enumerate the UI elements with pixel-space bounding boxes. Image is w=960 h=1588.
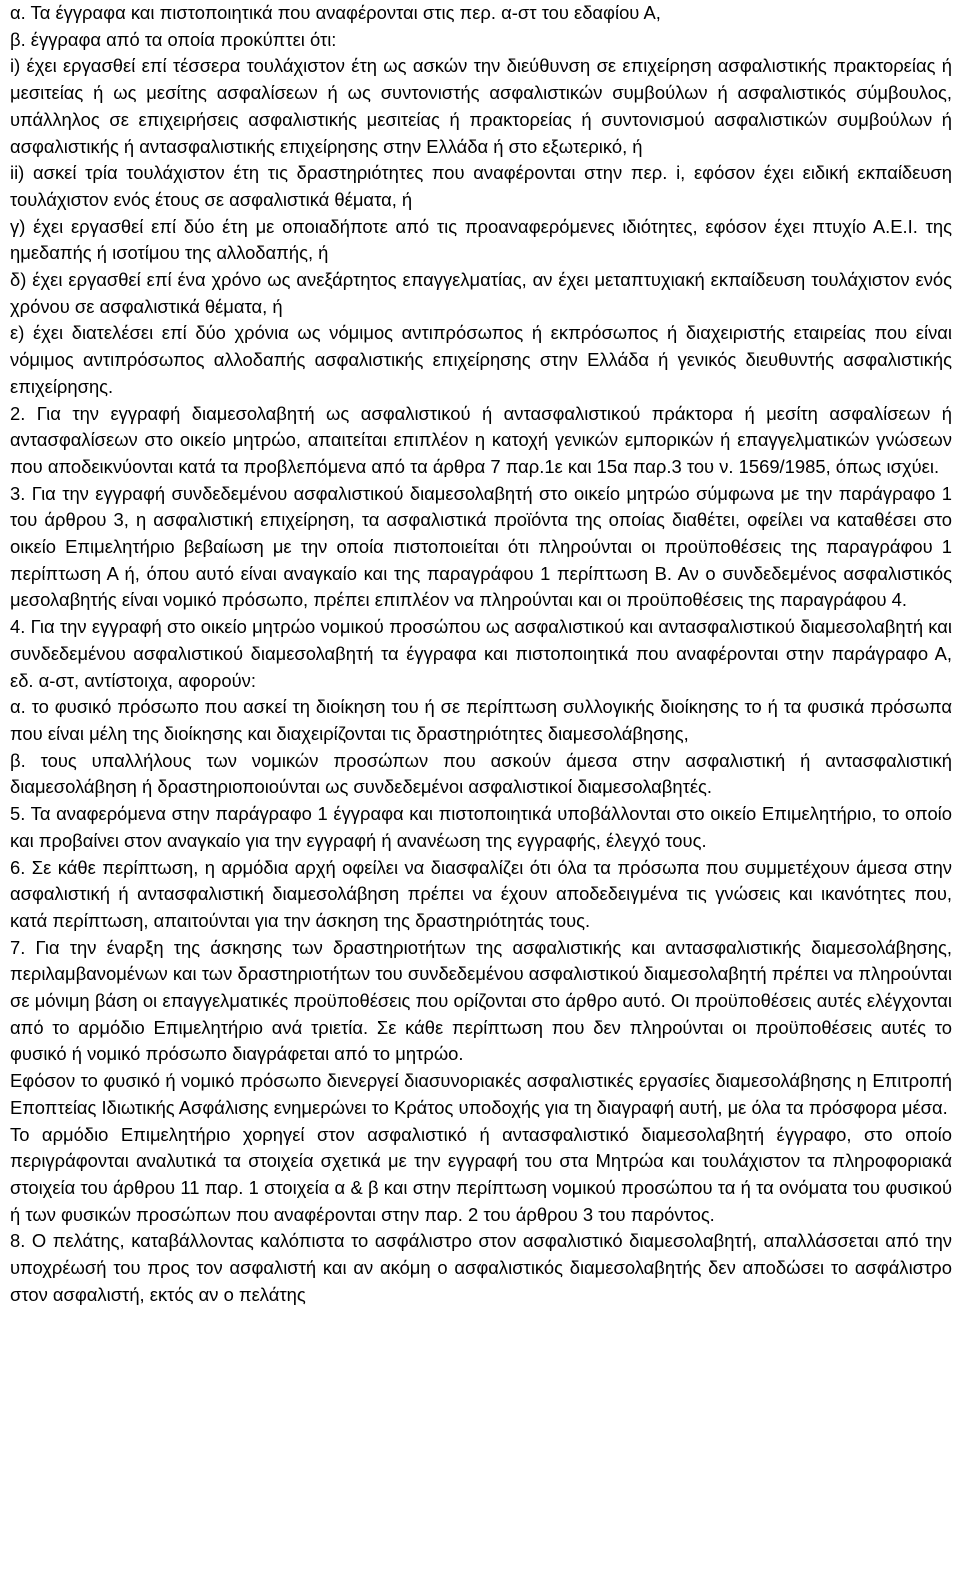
paragraph: 4. Για την εγγραφή στο οικείο μητρώο νομικού προσώπου ως ασφαλιστικού και αντασφαλιστικού διαμεσολαβητή και συνδεδεμένου ασφαλιστικού διαμεσολαβητή τα έγγραφα και πιστοποιητικά που αναφέρονται στην παράγραφο Α, εδ. α-στ, αντίστοιχα, αφορούν: <box>10 616 952 691</box>
paragraph: β. τους υπαλλήλους των νομικών προσώπων που ασκούν άμεσα στην ασφαλιστική ή αντασφαλιστική διαμεσολάβηση ή δραστηριοποιούνται ως συνδεδεμένοι ασφαλιστικοί διαμεσολαβητές. <box>10 749 952 798</box>
paragraph: α. Τα έγγραφα και πιστοποιητικά που αναφέρονται στις περ. α-στ του εδαφίου Α, <box>10 2 661 23</box>
paragraph: ε) έχει διατελέσει επί δύο χρόνια ως νόμιμος αντιπρόσωπος ή εκπρόσωπος ή διαχειριστής εταιρείας που είναι νόμιμος αντιπρόσωπος αλλοδαπής ασφαλιστικής επιχείρησης στην Ελλάδα ή γενικός διευθυντής ασφαλιστικής επιχείρησης. <box>10 322 952 397</box>
paragraph: 3. Για την εγγραφή συνδεδεμένου ασφαλιστικού διαμεσολαβητή στο οικείο μητρώο σύμφωνα με την παράγραφο 1 του άρθρου 3, η ασφαλιστική επιχείρηση, τα ασφαλιστικά προϊόντα της οποίας διαθέτει, οφείλει να καταθέσει στο οικείο Επιμελητήριο βεβαίωση με την οποία πιστοποιείται ότι πληρούνται οι προϋποθέσεις της παραγράφου 1 περίπτωση Α ή, όπου αυτό είναι αναγκαίο και της παραγράφου 1 περίπτωση Β. Αν ο συνδεδεμένος ασφαλιστικός μεσολαβητής είναι νομικό πρόσωπο, πρέπει επιπλέον να πληρούνται και οι προϋποθέσεις της παραγράφου 4. <box>10 482 952 611</box>
paragraph: γ) έχει εργασθεί επί δύο έτη με οποιαδήποτε από τις προαναφερόμενες ιδιότητες, εφόσον έχει πτυχίο Α.Ε.Ι. της ημεδαπής ή ισοτίμου της αλλοδαπής, ή <box>10 215 952 264</box>
document-body <box>10 0 952 1308</box>
paragraph: 8. Ο πελάτης, καταβάλλοντας καλόπιστα το ασφάλιστρο στον ασφαλιστικό διαμεσολαβητή, απαλλάσσεται από την υποχρέωσή του προς τον ασφαλιστή και αν ακόμη ο ασφαλιστικός διαμεσολαβητής δεν αποδώσει το ασφάλιστρο στον ασφαλιστή, εκτός αν ο πελάτης <box>10 1230 952 1305</box>
paragraph: 6. Σε κάθε περίπτωση, η αρμόδια αρχή οφείλει να διασφαλίζει ότι όλα τα πρόσωπα που συμμετέχουν άμεσα στην ασφαλιστική ή αντασφαλιστική διαμεσολάβηση πρέπει να έχουν αποδεδειγμένα τις γνώσεις και ικανότητες που, κατά περίπτωση, απαιτούνται για την άσκηση της δραστηριότητάς τους. <box>10 856 952 931</box>
paragraph: Το αρμόδιο Επιμελητήριο χορηγεί στον ασφαλιστικό ή αντασφαλιστικό διαμεσολαβητή έγγραφο, στο οποίο περιγράφονται αναλυτικά τα στοιχεία σχετικά με την εγγραφή του στα Μητρώα και τουλάχιστον τα πληροφοριακά στοιχεία του άρθρου 11 παρ. 1 στοιχεία α & β και στην περίπτωση νομικού προσώπου τα ή τα ονόματα του φυσικού ή των φυσικών προσώπων που αναφέρονται στην παρ. 2 του άρθρου 3 του παρόντος. <box>10 1123 952 1225</box>
paragraph: 5. Τα αναφερόμενα στην παράγραφο 1 έγγραφα και πιστοποιητικά υποβάλλονται στο οικείο Επιμελητήριο, το οποίο και προβαίνει στον αναγκαίο για την εγγραφή ή ανανέωση της εγγραφής, έλεγχό τους. <box>10 803 952 851</box>
paragraph: i) έχει εργασθεί επί τέσσερα τουλάχιστον έτη ως ασκών την διεύθυνση σε επιχείρηση ασφαλιστικής πρακτορείας ή μεσιτείας ή ως μεσίτης ασφαλίσεων ή ως συντονιστής ασφαλιστικών συμβούλων ή ασφαλιστικός σύμβουλος, υπάλληλος σε επιχειρήσεις ασφαλιστικής μεσιτείας ή πρακτορείας ή συντονισμού ασφαλιστικών συμβούλων ή ασφαλιστικής ή αντασφαλιστικής επιχείρησης στην Ελλάδα ή στο εξωτερικό, ή <box>10 55 952 157</box>
paragraph: α. το φυσικό πρόσωπο που ασκεί τη διοίκηση του ή σε περίπτωση συλλογικής διοίκησης το ή τα φυσικά πρόσωπα που είναι μέλη της διοίκησης και διαχειρίζονται τις δραστηριότητες διαμεσολάβησης, <box>10 696 952 744</box>
paragraph: 7. Για την έναρξη της άσκησης των δραστηριοτήτων της ασφαλιστικής και αντασφαλιστικής διαμεσολάβησης, περιλαμβανομένων και των δραστηριοτήτων του συνδεδεμένου ασφαλιστικού διαμεσολαβητή πρέπει να πληρούνται σε μόνιμη βάση οι επαγγελματικές προϋποθέσεις που ορίζονται στο άρθρο αυτό. Οι προϋποθέσεις αυτές ελέγχονται από το αρμόδιο Επιμελητήριο ανά τριετία. Σε κάθε περίπτωση που δεν πληρούνται οι προϋποθέσεις αυτές το φυσικό ή νομικό πρόσωπο διαγράφεται από το μητρώο. <box>10 936 952 1065</box>
paragraph: ii) ασκεί τρία τουλάχιστον έτη τις δραστηριότητες που αναφέρονται στην περ. i, εφόσον έχει ειδική εκπαίδευση τουλάχιστον ενός έτους σε ασφαλιστικά θέματα, ή <box>10 162 952 210</box>
paragraph: β. έγγραφα από τα οποία προκύπτει ότι: <box>10 28 337 50</box>
paragraph: 2. Για την εγγραφή διαμεσολαβητή ως ασφαλιστικού ή αντασφαλιστικού πράκτορα ή μεσίτη ασφαλίσεων ή αντασφαλίσεων στο οικείο μητρώο, απαιτείται επιπλέον η κατοχή γενικών εμπορικών ή επαγγελματικών γνώσεων που αποδεικνύονται κατά τα προβλεπόμενα από τα άρθρα 7 παρ.1ε και 15α παρ.3 του ν. 1569/1985, όπως ισχύει. <box>10 402 952 477</box>
paragraph: Εφόσον το φυσικό ή νομικό πρόσωπο διενεργεί διασυνοριακές ασφαλιστικές εργασίες διαμεσολάβησης η Επιτροπή Εποπτείας Ιδιωτικής Ασφάλισης ενημερώνει το Κράτος υποδοχής για τη διαγραφή αυτή, με όλα τα πρόσφορα μέσα. <box>10 1070 952 1118</box>
paragraph: δ) έχει εργασθεί επί ένα χρόνο ως ανεξάρτητος επαγγελματίας, αν έχει μεταπτυχιακή εκπαίδευση τουλάχιστον ενός χρόνου σε ασφαλιστικά θέματα, ή <box>10 269 952 317</box>
